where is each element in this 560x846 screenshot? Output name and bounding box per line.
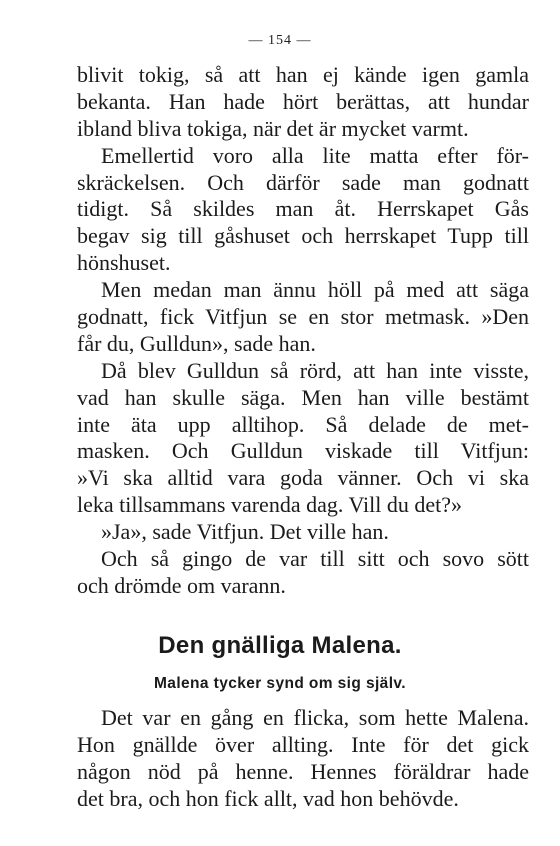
text-line: och drömde om varann. bbox=[77, 572, 286, 598]
paragraph bbox=[77, 705, 529, 813]
text-line: godnatt, fick Vitfjun se en stor metmask. »Den bbox=[77, 304, 529, 330]
text-line: »Ja», sade Vitfjun. Det ville han. bbox=[101, 519, 389, 545]
paragraph bbox=[77, 519, 529, 546]
text-line: vad han skulle säga. Men han ville bestämt bbox=[77, 384, 529, 410]
text-line: masken. Och Gulldun viskade till Vitfjun: bbox=[77, 438, 529, 464]
text-line: någon nöd på henne. Hennes föräldrar hade bbox=[77, 758, 529, 784]
chapter-subheading: Malena tycker synd om sig själv. bbox=[153, 675, 406, 692]
text-line: Hon gnällde över allting. Inte för det gick bbox=[77, 731, 529, 757]
text-line: hönshuset. bbox=[77, 250, 171, 276]
text-line: Emellertid voro alla lite matta efter för- bbox=[101, 142, 529, 168]
text-line: Men medan man ännu höll på med att säga bbox=[101, 277, 529, 303]
paragraph bbox=[77, 546, 529, 600]
paragraph bbox=[77, 277, 529, 358]
body-text-section-2 bbox=[77, 705, 529, 813]
text-line: Och så gingo de var till sitt och sovo sött bbox=[101, 546, 529, 572]
text-line: Då blev Gulldun så rörd, att han inte visste, bbox=[101, 357, 529, 383]
text-line: tidigt. Så skildes man åt. Herrskapet Gås bbox=[77, 196, 529, 222]
text-line: inte äta upp alltihop. Så delade de met- bbox=[77, 411, 529, 437]
body-text-section-1 bbox=[77, 62, 529, 600]
chapter-heading: Den gnälliga Malena. bbox=[158, 632, 402, 659]
text-line: leka tillsammans varenda dag. Vill du det?» bbox=[77, 492, 462, 518]
text-line: får du, Gulldun», sade han. bbox=[77, 330, 316, 356]
paragraph bbox=[77, 143, 529, 277]
text-line: Det var en gång en flicka, som hette Malena. bbox=[101, 705, 529, 730]
text-line: bekanta. Han hade hört berättas, att hundar bbox=[77, 88, 529, 114]
paragraph bbox=[77, 62, 529, 143]
paragraph bbox=[77, 358, 529, 519]
text-line: blivit tokig, så att han ej kände igen gamla bbox=[77, 62, 529, 87]
text-line: skräckelsen. Och därför sade man godnatt bbox=[77, 169, 529, 195]
page-number: — 154 — bbox=[248, 33, 312, 48]
text-line: »Vi ska alltid vara goda vänner. Och vi ska bbox=[77, 465, 529, 491]
text-line: ibland bliva tokiga, när det är mycket varmt. bbox=[77, 115, 469, 141]
text-line: begav sig till gåshuset och herrskapet Tupp till bbox=[77, 223, 529, 249]
text-line: det bra, och hon fick allt, vad hon behövde. bbox=[77, 785, 459, 811]
